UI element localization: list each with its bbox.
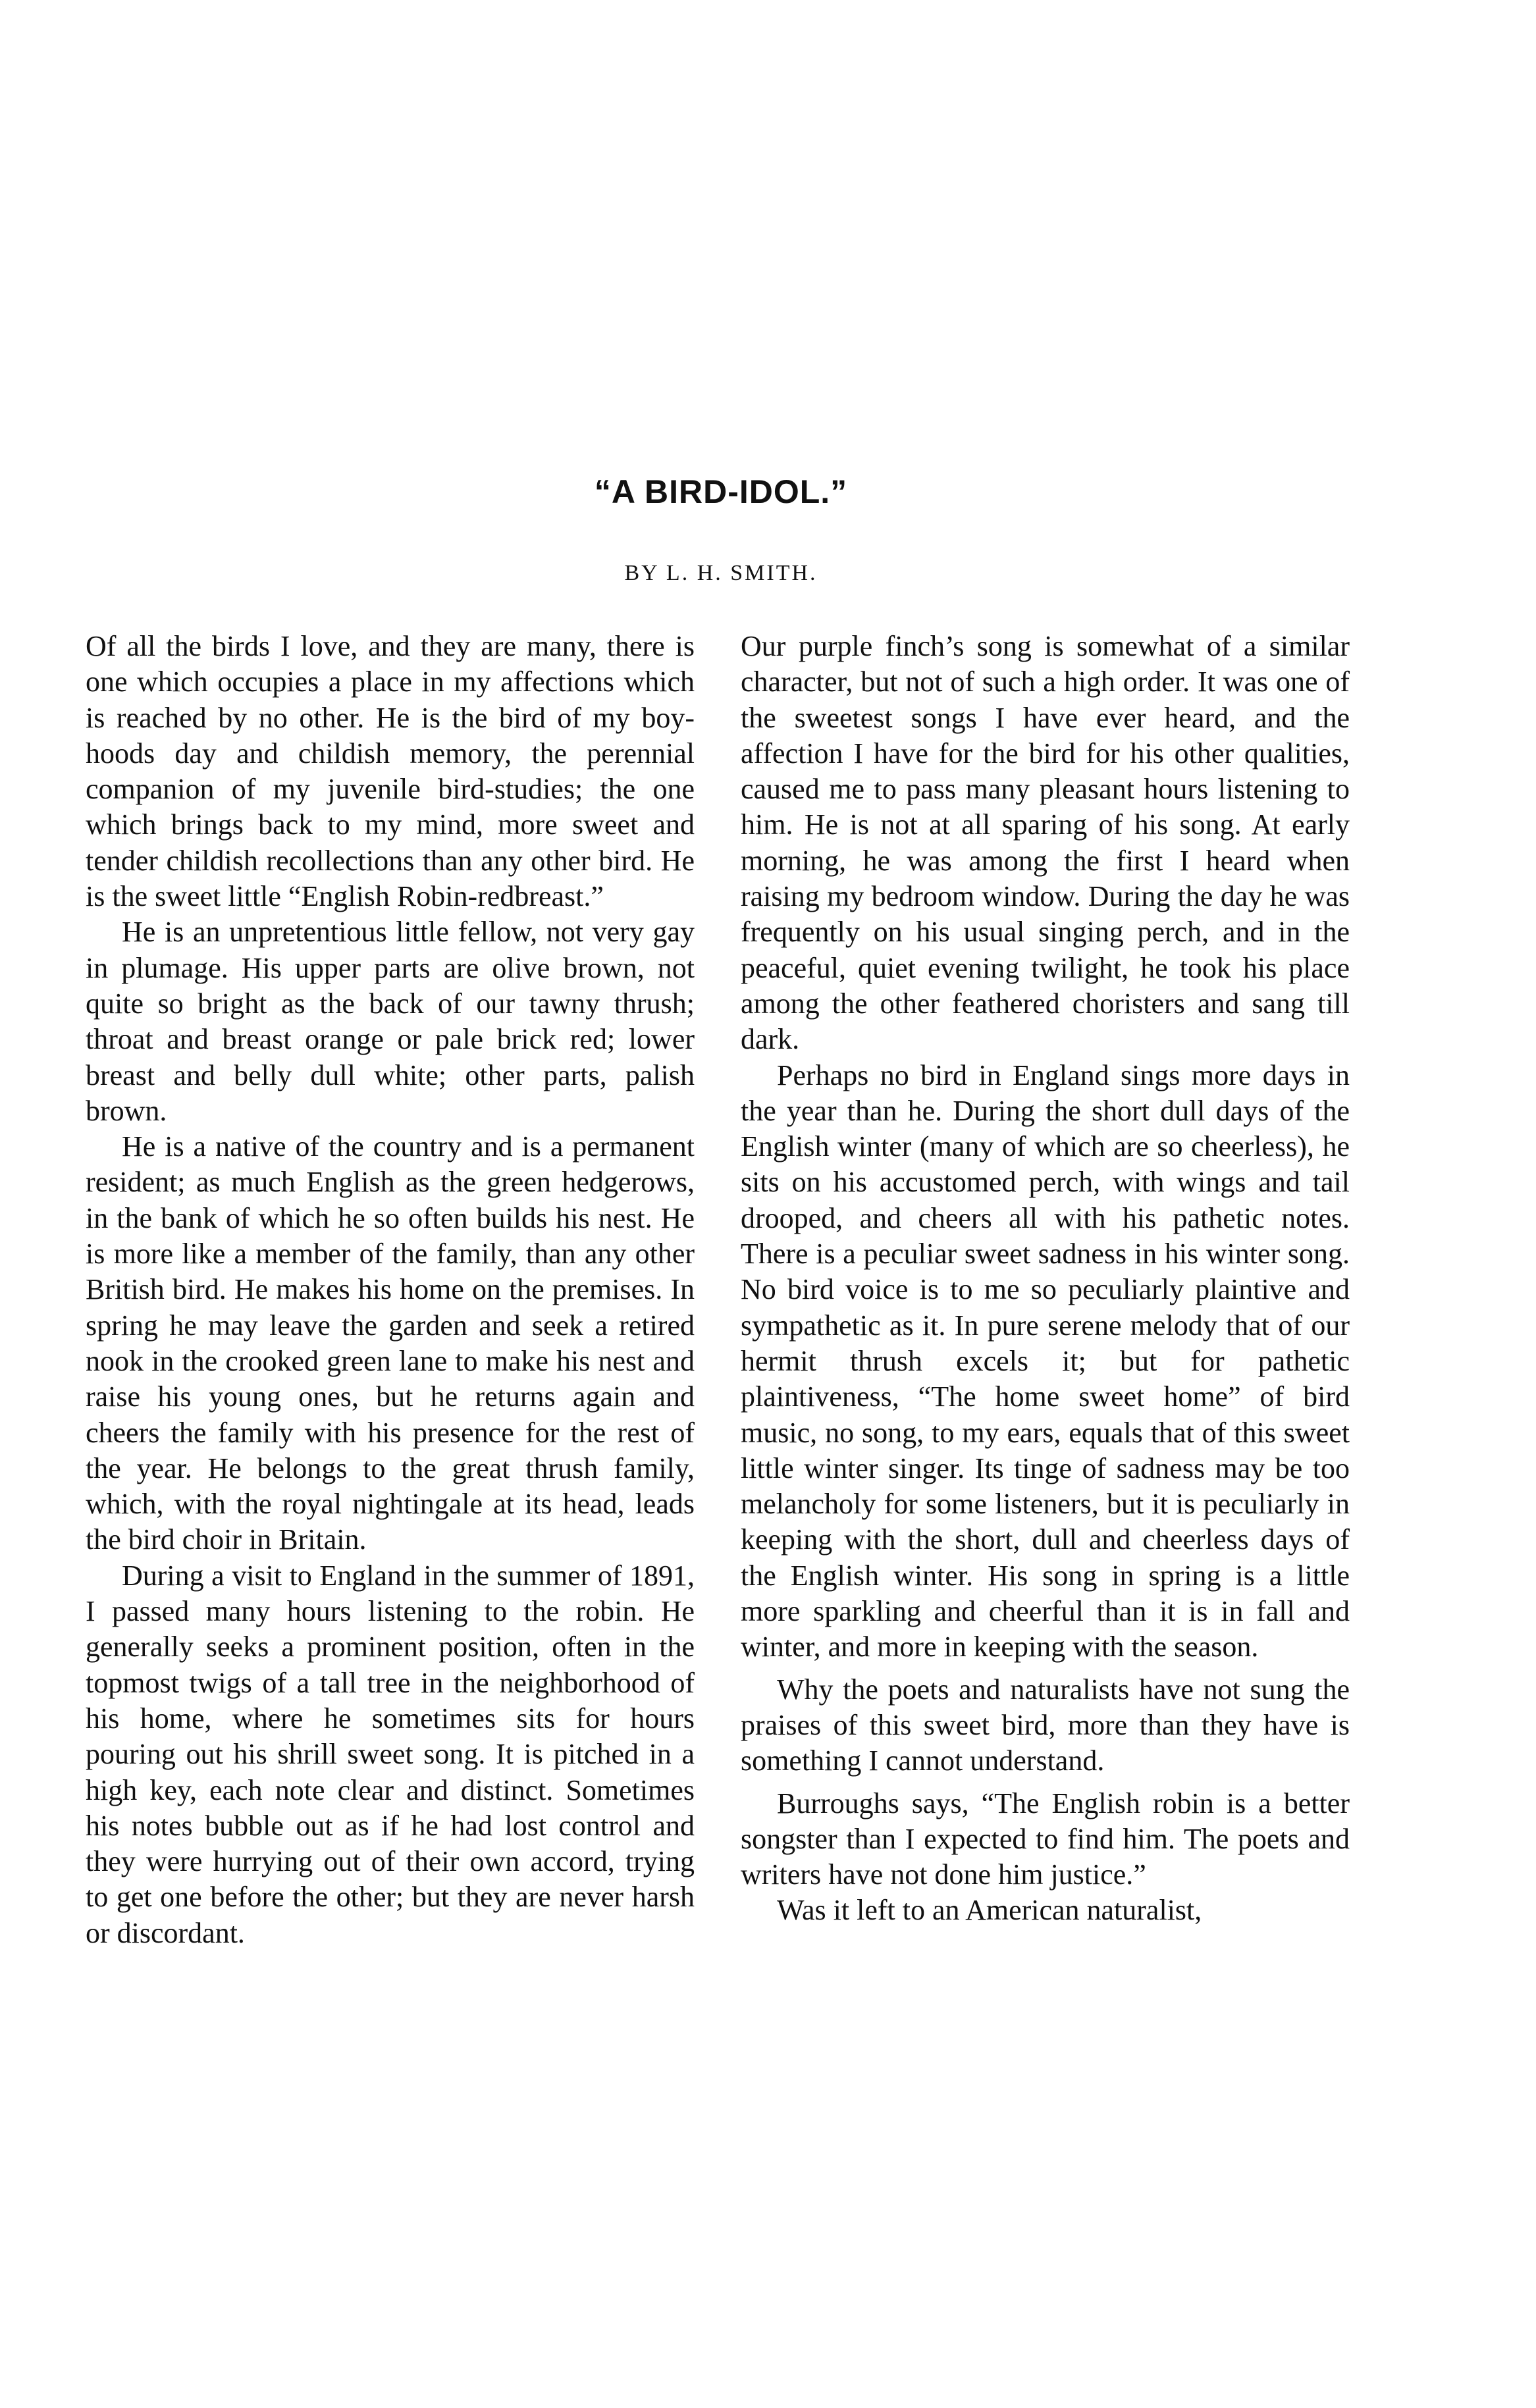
paragraph: He is a native of the country and is a permanent resident; as much English as the green hedgerows, in the bank of which he so often builds his nest. He is more like a member of the family, than any other British bird. He makes his home on the premises. In spring he may leave the garden and seek a retired nook in the crooked green lane to make his nest and raise his young ones, but he returns again and cheers the family with his presence for the rest of the year. He belongs to the great thrush family, which, with the royal nightingale at its head, leads the bird choir in Britain. [86,1130,695,1556]
paragraph: Burroughs says, “The English robin is a better songster than I expected to find him. The poets and writers have not done him justice.” [741,1787,1350,1891]
left-column [86,629,695,1951]
paragraph: Perhaps no bird in England sings more days in the year than he. During the short dull days of the English winter (many of which are so cheerless), he sits on his accustomed perch, with wings and tail drooped, and cheers all with his pathetic notes. There is a peculiar sweet sadness in his winter song. No bird voice is to me so peculiarly plaintive and sympathetic as it. In pure serene melody that of our hermit thrush excels it; but for pathetic plaintiveness, “The home sweet home” of bird music, no song, to my ears, equals that of this sweet little winter singer. Its tinge of sadness may be too melancholy for some listeners, but it is peculiarly in keeping with the short, dull and cheerless days of the English winter. His song in spring is a little more sparkling and cheerful than it is in fall and winter, and more in keeping with the season. [741,1059,1350,1663]
article-byline: BY L. H. SMITH. [624,561,818,585]
paragraph: Why the poets and naturalists have not sung the praises of this sweet bird, more than they have is something I cannot understand. [741,1673,1350,1777]
right-column [741,629,1350,1929]
paragraph: He is an unpretentious little fellow, not very gay in plumage. His upper parts are olive brown, not quite so bright as the back of our tawny thrush; throat and breast orange or pale brick red; lower breast and belly dull white; other parts, palish brown. [86,916,695,1127]
paragraph: Was it left to an American naturalist, [777,1894,1202,1927]
paragraph: Of all the birds I love, and they are many, there is one which occupies a place in my affections which is reached by no other. He is the bird of my boy-hoods day and childish memory, the perennial companion of my juvenile bird-studies; the one which brings back to my mind, more sweet and tender childish recollections than any other bird. He is the sweet little “English Robin-redbreast.” [86,630,695,913]
paragraph: During a visit to England in the summer of 1891, I passed many hours listening to the robin. He generally seeks a prominent position, often in the topmost twigs of a tall tree in the neighborhood of his home, where he sometimes sits for hours pouring out his shrill sweet song. It is pitched in a high key, each note clear and distinct. Sometimes his notes bubble out as if he had lost control and they were hurrying out of their own accord, trying to get one before the other; but they are never harsh or discordant. [86,1559,695,1949]
paragraph: Our purple finch’s song is somewhat of a similar character, but not of such a high order. It was one of the sweetest songs I have ever heard, and the affection I have for the bird for his other qualities, caused me to pass many pleasant hours listening to him. He is not at all sparing of his song. At early morning, he was among the first I heard when raising my bedroom window. During the day he was frequently on his usual singing perch, and in the peaceful, quiet evening twilight, he took his place among the other feathered choristers and sang till dark. [741,630,1350,1056]
article-title: “A BIRD-IDOL.” [594,473,848,510]
